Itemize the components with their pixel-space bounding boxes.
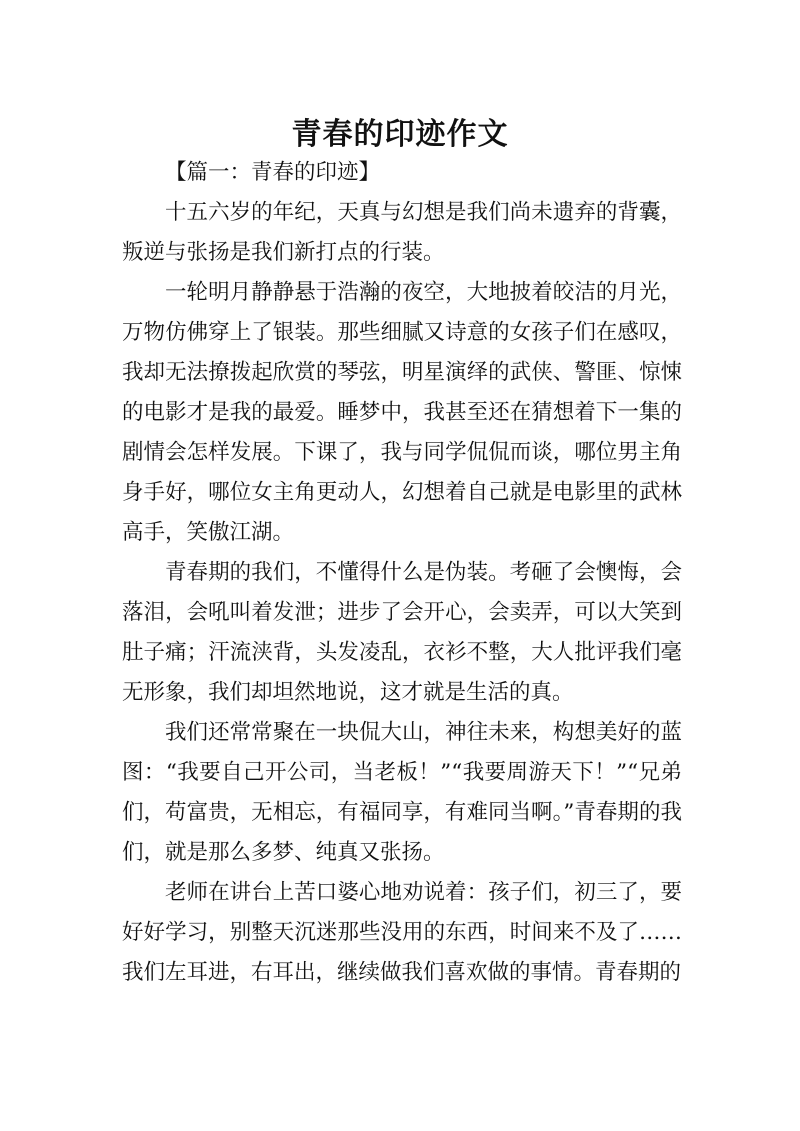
page-title: 青春的印迹作文 (291, 117, 509, 153)
paragraph-4: 我们还常常聚在一块侃大山，神往未来，构想美好的蓝图：“我要自己开公司，当老板！”“我要周游天下！”“兄弟们，苟富贵，无相忘，有福同享，有难同当啊。”青春期的我们，就是那么多梦、纯真又张扬。 (122, 720, 682, 865)
section-heading: 【篇一：青春的印迹】 (165, 160, 381, 185)
paragraph-2: 一轮明月静静悬于浩瀚的夜空，大地披着皎洁的月光，万物仿佛穿上了银装。那些细腻又诗意的女孩子们在感叹，我却无法撩拨起欣赏的琴弦，明星演绎的武侠、警匪、惊悚的电影才是我的最爱。睡梦中，我甚至还在猜想着下一集的剧情会怎样发展。下课了，我与同学侃侃而谈，哪位男主角身手好，哪位女主角更动人，幻想着自己就是电影里的武林高手，笑傲江湖。 (122, 280, 682, 545)
paragraph-3: 青春期的我们，不懂得什么是伪装。考砸了会懊悔，会落泪，会吼叫着发泄；进步了会开心，会卖弄，可以大笑到肚子痛；汗流浃背，头发凌乱，衣衫不整，大人批评我们毫无形象，我们却坦然地说，这才就是生活的真。 (122, 560, 682, 705)
paragraph-1: 十五六岁的年纪，天真与幻想是我们尚未遗弃的背囊，叛逆与张扬是我们新打点的行装。 (122, 200, 682, 265)
document-body (122, 153, 682, 993)
paragraph-5: 老师在讲台上苦口婆心地劝说着：孩子们，初三了，要好好学习，别整天沉迷那些没用的东西，时间来不及了……我们左耳进，右耳出，继续做我们喜欢做的事情。青春期的 (122, 880, 682, 985)
